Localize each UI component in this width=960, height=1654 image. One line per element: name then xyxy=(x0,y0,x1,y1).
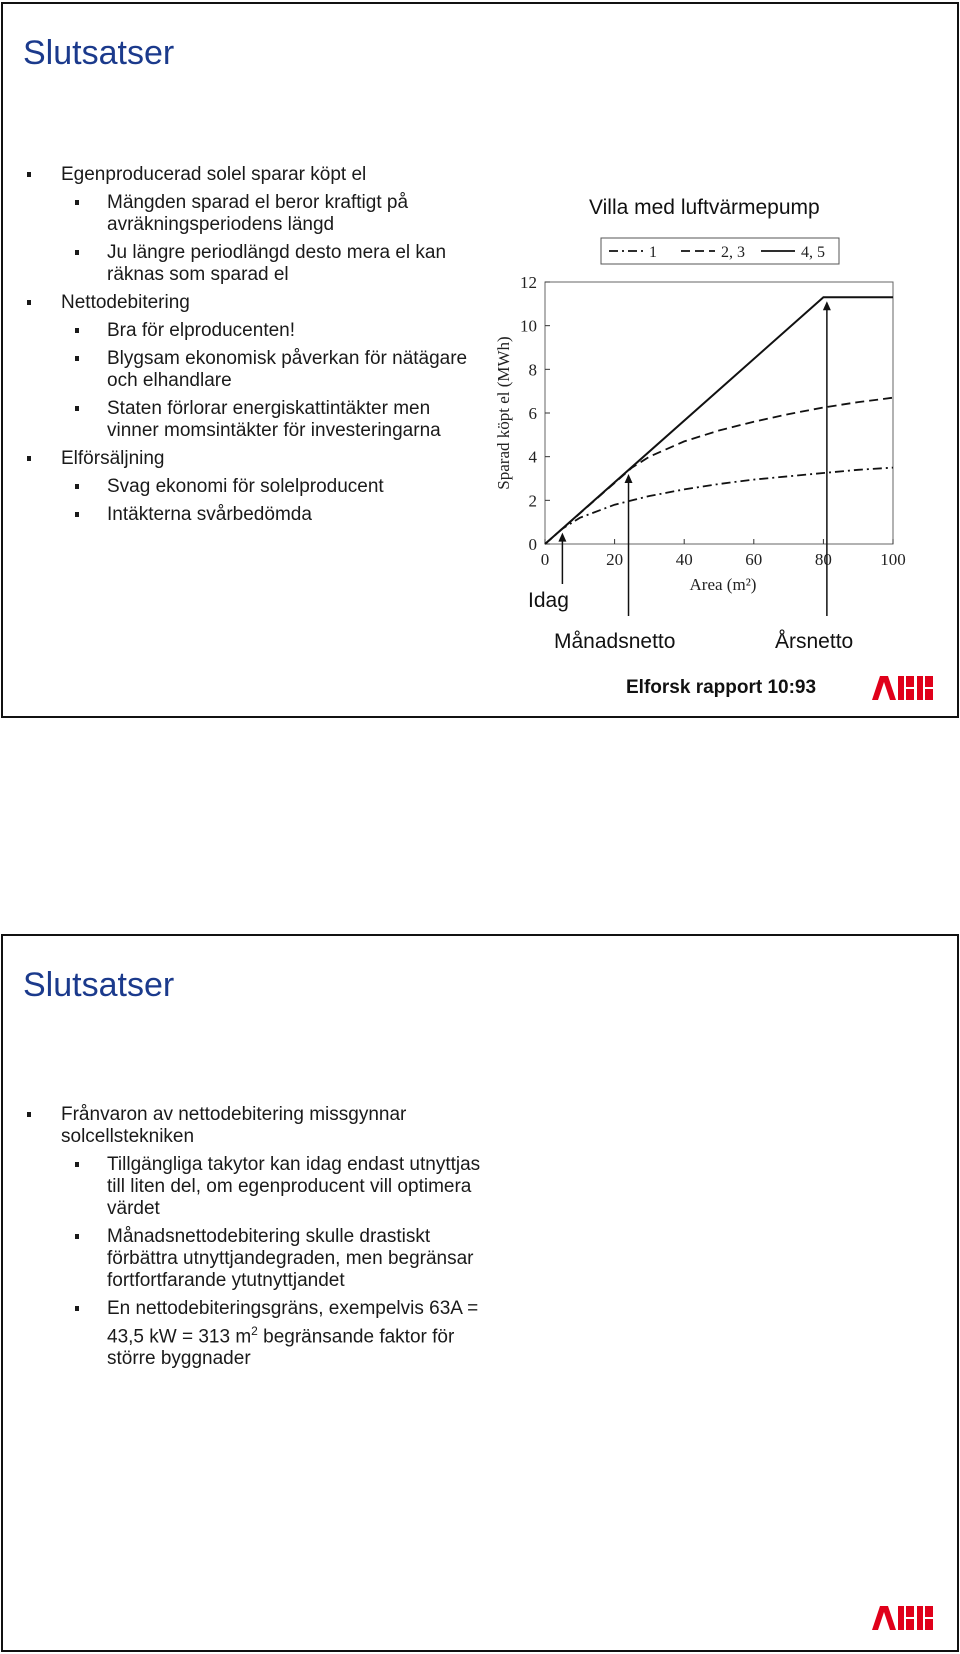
annotation-arsnetto: Årsnetto xyxy=(775,630,854,653)
y-tick-label: 12 xyxy=(520,273,537,292)
annotation-manadsnetto: Månadsnetto xyxy=(554,630,676,653)
chart-markers xyxy=(558,301,830,616)
plot-frame xyxy=(545,282,893,544)
y-tick-label: 8 xyxy=(528,360,537,380)
chart-legend xyxy=(601,238,839,264)
series-line-0 xyxy=(545,468,893,544)
x-tick-label: 20 xyxy=(606,550,624,569)
y-axis-label: Sparad köpt el (MWh) xyxy=(494,336,513,490)
abb-logo xyxy=(870,676,936,700)
bullet-level1: Nettodebitering xyxy=(25,292,485,314)
legend-label: 2, 3 xyxy=(721,244,745,261)
bullet-level1: Frånvaron av nettodebitering missgynnar solcellstekniken xyxy=(25,1104,495,1148)
y-tick-label: 2 xyxy=(528,491,537,511)
abb-logo xyxy=(870,1606,936,1630)
y-tick-label: 6 xyxy=(528,404,537,423)
chart-heading: Villa med luftvärmepump xyxy=(589,196,820,219)
marker-arrowhead xyxy=(625,474,633,483)
bullet-level2: Ju längre periodlängd desto mera el kan räknas som sparad el xyxy=(25,242,485,286)
bullet-level2: Månadsnettodebitering skulle drastiskt förbättra utnyttjandegraden, men begränsar fortfortfarande ytutnyttjandet xyxy=(25,1226,495,1292)
x-axis-label: Area (m²) xyxy=(689,575,757,594)
chart xyxy=(3,4,960,720)
legend-label: 4, 5 xyxy=(801,244,825,261)
chart-series xyxy=(545,297,893,544)
x-tick-label: 0 xyxy=(540,550,550,569)
y-tick-label: 0 xyxy=(528,535,537,554)
bullet-level2: Svag ekonomi för solelproducent xyxy=(25,476,485,498)
bullet-level1: Egenproducerad solel sparar köpt el xyxy=(25,164,485,186)
bullet-level2: Blygsam ekonomisk påverkan för nätägare och elhandlare xyxy=(25,348,485,392)
x-tick-label: 100 xyxy=(880,550,906,569)
legend-label: 1 xyxy=(649,244,657,261)
bullet-level2: Tillgängliga takytor kan idag endast utnyttjas till liten del, om egenproducent vill optimera värdet xyxy=(25,1154,495,1220)
y-tick-label: 10 xyxy=(520,316,537,336)
bullet-level2: Mängden sparad el beror kraftigt på avräkningsperiodens längd xyxy=(25,192,485,236)
marker-arrowhead xyxy=(823,301,831,310)
x-tick-label: 40 xyxy=(675,550,693,569)
slide-1 xyxy=(1,2,959,718)
bullet-level2: Intäkterna svårbedömda xyxy=(25,504,485,526)
marker-arrowhead xyxy=(558,533,566,542)
series-line-2 xyxy=(545,297,893,544)
x-tick-label: 80 xyxy=(814,550,832,569)
reference-text: Elforsk rapport 10:93 xyxy=(626,677,817,698)
slide-2 xyxy=(1,934,959,1652)
bullet-level2-last: En nettodebiteringsgräns, exempelvis 63A = 43,5 kW = 313 $m^2$ begränsande faktor för större byggnader xyxy=(25,1298,495,1370)
bullet-level2: Staten förlorar energiskattintäkter men vinner momsintäkter för investeringarna xyxy=(25,398,485,442)
slide-title: Slutsatser xyxy=(23,34,175,72)
annotation-idag: Idag xyxy=(528,589,569,612)
bullet-level2: Bra för elproducenten! xyxy=(25,320,485,342)
bullet-list xyxy=(25,1104,495,1376)
x-tick-label: 60 xyxy=(745,550,763,569)
slide-title: Slutsatser xyxy=(23,966,175,1004)
chart-axes xyxy=(494,273,906,594)
y-tick-label: 4 xyxy=(528,447,537,467)
bullet-level1: Elförsäljning xyxy=(25,448,485,470)
